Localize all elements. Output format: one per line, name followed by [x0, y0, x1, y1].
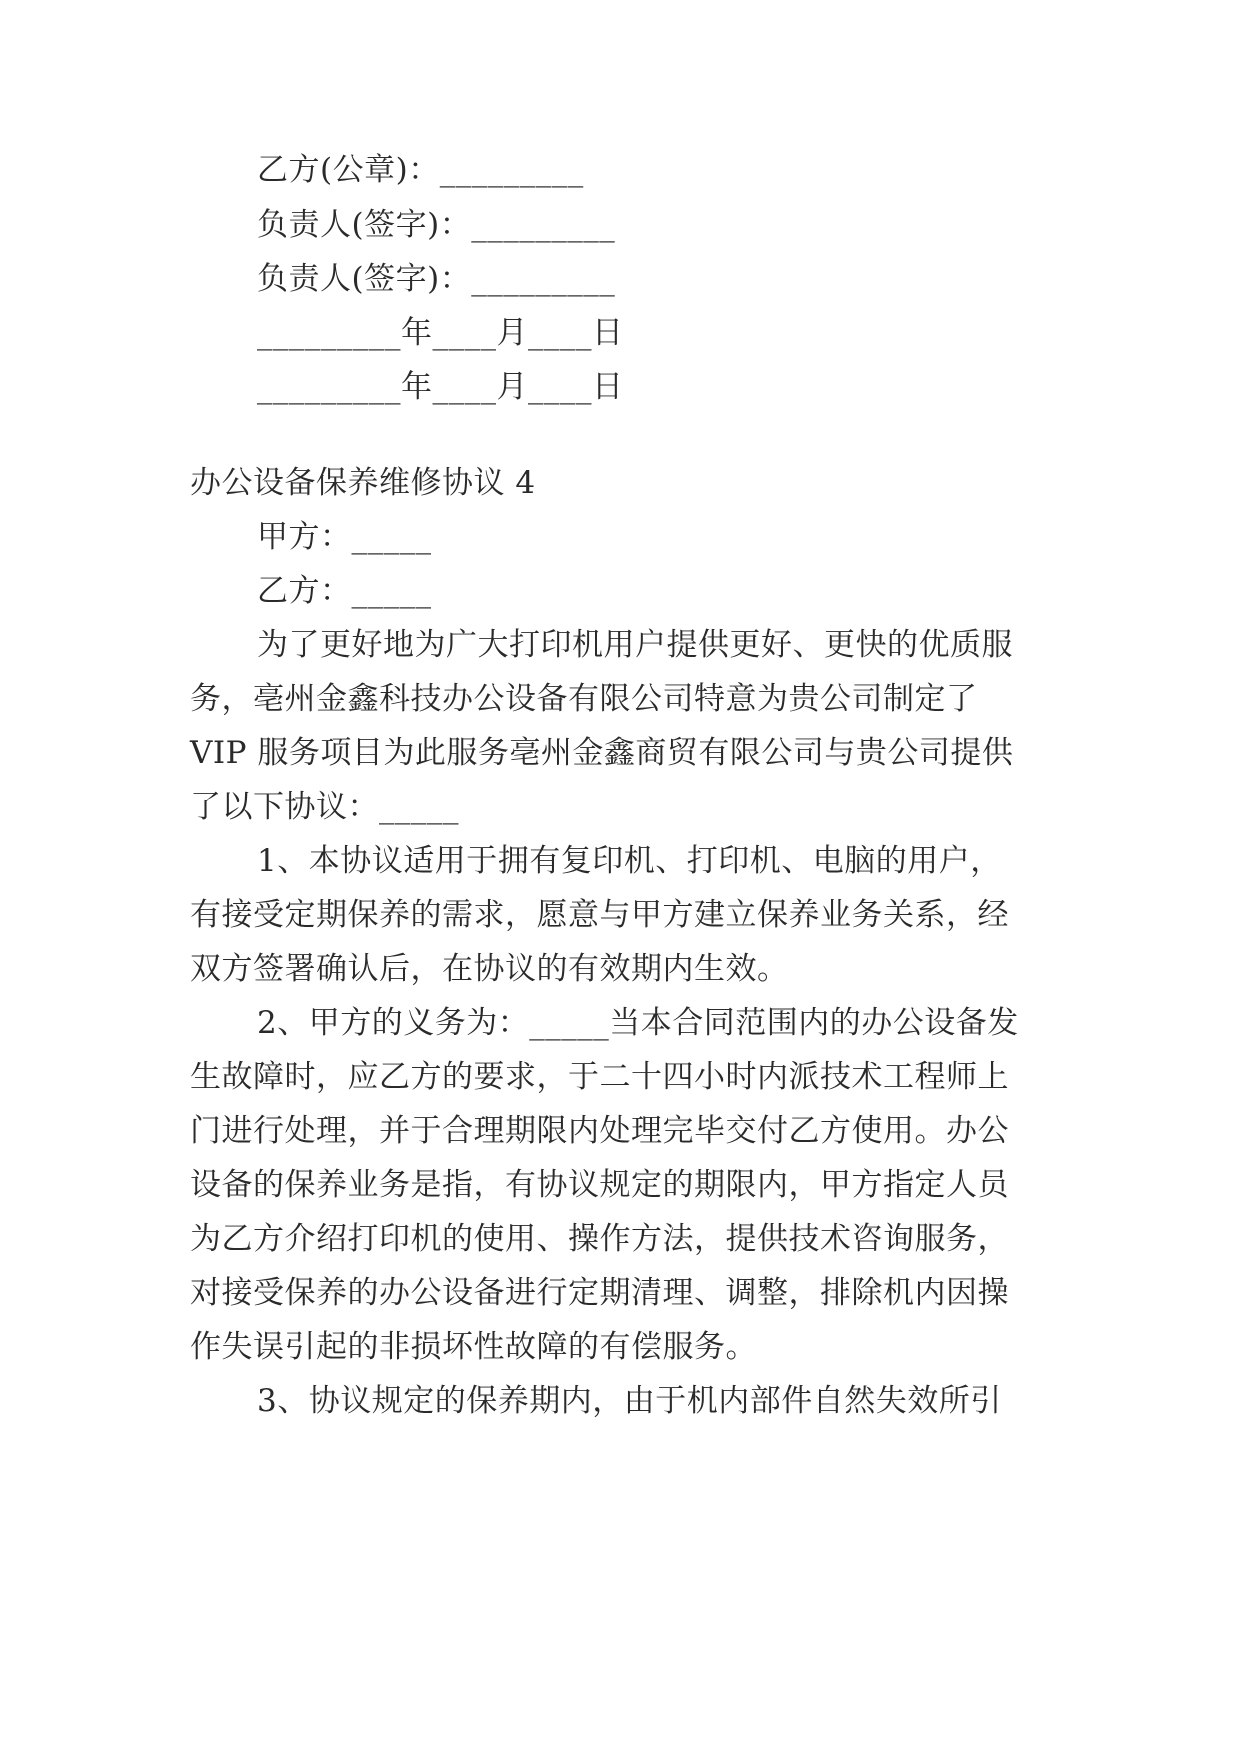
clause-1-line: 双方签署确认后，在协议的有效期内生效。 [190, 951, 789, 987]
clause-2-line: 门进行处理，并于合理期限内处理完毕交付乙方使用。办公 [190, 1113, 1009, 1149]
intro-line: 务，亳州金鑫科技办公设备有限公司特意为贵公司制定了 [190, 681, 978, 717]
clause-1-line: 1、本协议适用于拥有复印机、打印机、电脑的用户， [257, 843, 1002, 879]
party-b-line: 乙方：_____ [257, 573, 432, 609]
signature-line-date-1: _________年____月____日 [257, 315, 624, 351]
signature-line-responsible-1: 负责人(签字)：_________ [257, 207, 616, 243]
clause-3-line: 3、协议规定的保养期内，由于机内部件自然失效所引 [257, 1383, 1002, 1419]
intro-line: VIP 服务项目为此服务亳州金鑫商贸有限公司与贵公司提供 [190, 735, 1014, 771]
signature-line-party-b-seal: 乙方(公章)：_________ [257, 152, 584, 188]
clause-2-line: 设备的保养业务是指，有协议规定的期限内，甲方指定人员 [190, 1167, 1009, 1203]
clause-2-line: 2、甲方的义务为：_____当本合同范围内的办公设备发 [257, 1005, 1019, 1041]
intro-line: 了以下协议：_____ [190, 789, 459, 825]
clause-2-line: 生故障时，应乙方的要求，于二十四小时内派技术工程师上 [190, 1059, 1009, 1095]
intro-line: 为了更好地为广大打印机用户提供更好、更快的优质服 [257, 627, 1013, 663]
clause-1-line: 有接受定期保养的需求，愿意与甲方建立保养业务关系，经 [190, 897, 1009, 933]
section-title: 办公设备保养维修协议 4 [190, 465, 536, 501]
clause-2-line: 为乙方介绍打印机的使用、操作方法，提供技术咨询服务， [190, 1221, 1009, 1257]
signature-line-responsible-2: 负责人(签字)：_________ [257, 261, 616, 297]
party-a-line: 甲方：_____ [257, 519, 432, 555]
signature-line-date-2: _________年____月____日 [257, 369, 624, 405]
clause-2-line: 对接受保养的办公设备进行定期清理、调整，排除机内因操 [190, 1275, 1009, 1311]
clause-2-line: 作失误引起的非损坏性故障的有偿服务。 [190, 1329, 757, 1365]
